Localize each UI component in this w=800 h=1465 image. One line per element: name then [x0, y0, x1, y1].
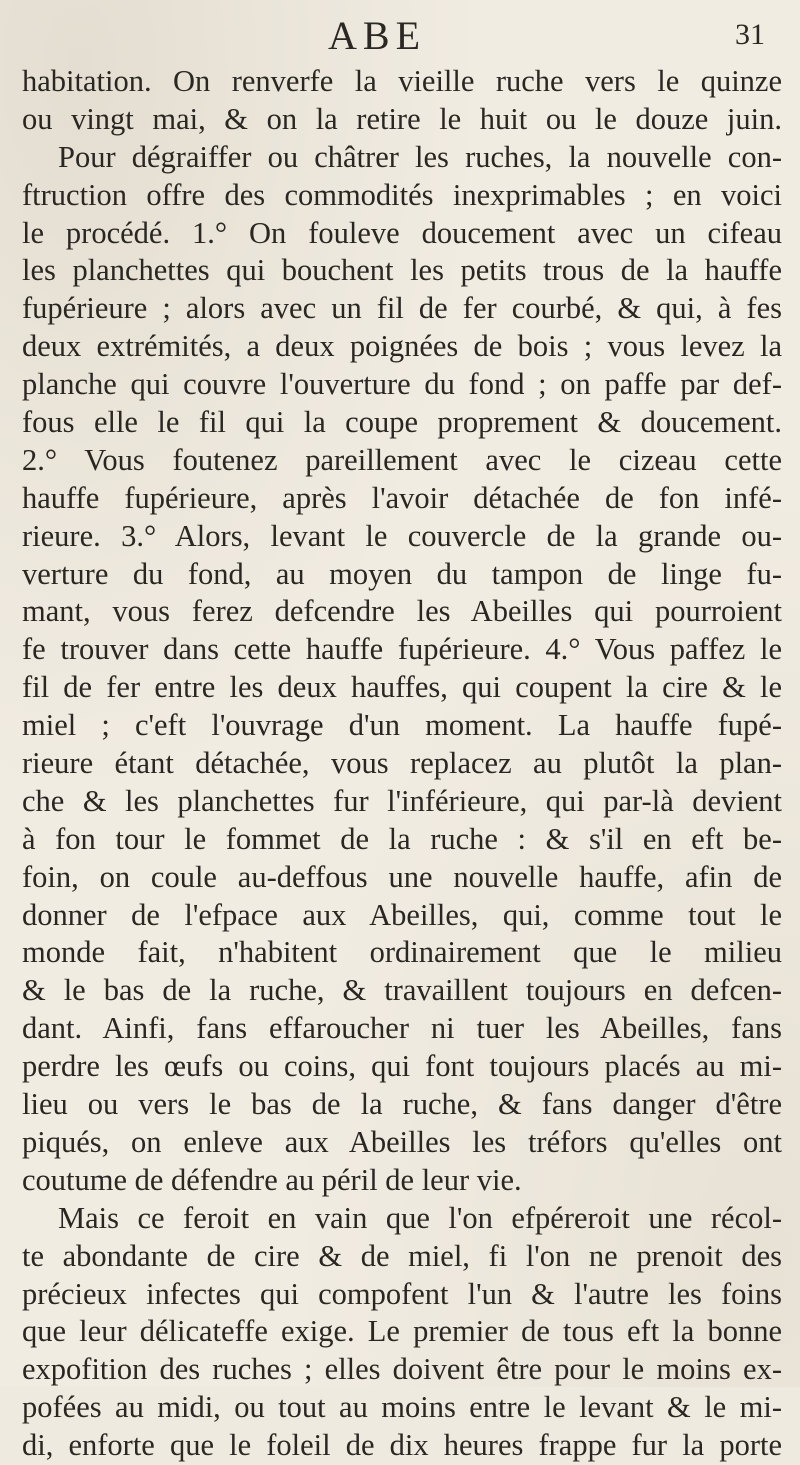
text-line: & le bas de la ruche, & travaillent toujours en defcen- [22, 973, 782, 1008]
text-line: ftruction offre des commodités inexprimables ; en voici [22, 177, 782, 212]
text-line: les planchettes qui bouchent les petits trous de la hauffe [22, 253, 782, 288]
text-line: planche qui couvre l'ouverture du fond ; on paffe par def- [22, 367, 782, 402]
text-line: lieu ou vers le bas de la ruche, & fans danger d'être [22, 1087, 782, 1122]
text-line: fe trouver dans cette hauffe fupérieure. 4.° Vous paffez le [22, 632, 782, 667]
text-line: deux extrémités, a deux poignées de bois ; vous levez la [22, 329, 782, 364]
text-line: Pour dégraiffer ou châtrer les ruches, la nouvelle con- [58, 139, 782, 174]
text-line: rieure. 3.° Alors, levant le couvercle de la grande ou- [22, 518, 782, 553]
text-line: pofées au midi, ou tout au moins entre le levant & le mi- [22, 1390, 782, 1425]
page-header [0, 10, 800, 60]
text-line: que leur délicateffe exige. Le premier de tous eft la bonne [22, 1314, 782, 1349]
text-line: à fon tour le fommet de la ruche : & s'il en eft be- [22, 821, 782, 856]
text-line: le procédé. 1.° On fouleve doucement avec un cifeau [22, 215, 782, 250]
body-text [22, 63, 782, 1465]
text-line: fil de fer entre les deux hauffes, qui coupent la cire & le [22, 670, 782, 705]
text-line: habitation. On renverfe la vieille ruche vers le quinze [22, 64, 782, 98]
text-line: expofition des ruches ; elles doivent être pour le moins ex- [22, 1352, 782, 1387]
text-line: fous elle le fil qui la coupe proprement & doucement. [22, 405, 782, 440]
text-line: Mais ce feroit en vain que l'on efpéreroit une récol- [58, 1200, 782, 1235]
text-line: verture du fond, au moyen du tampon de linge fu- [22, 556, 782, 591]
text-line: piqués, on enleve aux Abeilles les tréfors qu'elles ont [22, 1124, 782, 1159]
text-line: rieure étant détachée, vous replacez au plutôt la plan- [22, 746, 782, 781]
text-line: miel ; c'eft l'ouvrage d'un moment. La hauffe fupé- [22, 708, 782, 743]
running-title: ABE [328, 13, 426, 58]
text-line: monde fait, n'habitent ordinairement que le milieu [22, 935, 782, 970]
text-line: foin, on coule au-deffous une nouvelle hauffe, afin de [22, 859, 782, 894]
text-line: mant, vous ferez defcendre les Abeilles qui pourroient [22, 594, 782, 629]
text-line: hauffe fupérieure, après l'avoir détachée de fon infé- [22, 480, 782, 515]
text-line: perdre les œufs ou coins, qui font toujours placés au mi- [22, 1049, 782, 1084]
text-line: fupérieure ; alors avec un fil de fer courbé, & qui, à fes [22, 291, 782, 326]
text-line: te abondante de cire & de miel, fi l'on ne prenoit des [22, 1238, 782, 1273]
text-line: dant. Ainfi, fans effaroucher ni tuer les Abeilles, fans [22, 1011, 782, 1046]
text-line: coutume de défendre au péril de leur vie. [22, 1162, 522, 1197]
text-line: ou vingt mai, & on la retire le huit ou le douze juin. [22, 101, 782, 136]
text-line: 2.° Vous foutenez pareillement avec le cizeau cette [22, 442, 782, 477]
page-number: 31 [735, 18, 765, 51]
text-line: précieux infectes qui compofent l'un & l'autre les foins [22, 1276, 782, 1311]
text-line: donner de l'efpace aux Abeilles, qui, comme tout le [22, 897, 782, 932]
text-line: di, enforte que le foleil de dix heures frappe fur la porte [22, 1428, 782, 1463]
text-line: che & les planchettes fur l'inférieure, qui par-là devient [22, 783, 782, 818]
